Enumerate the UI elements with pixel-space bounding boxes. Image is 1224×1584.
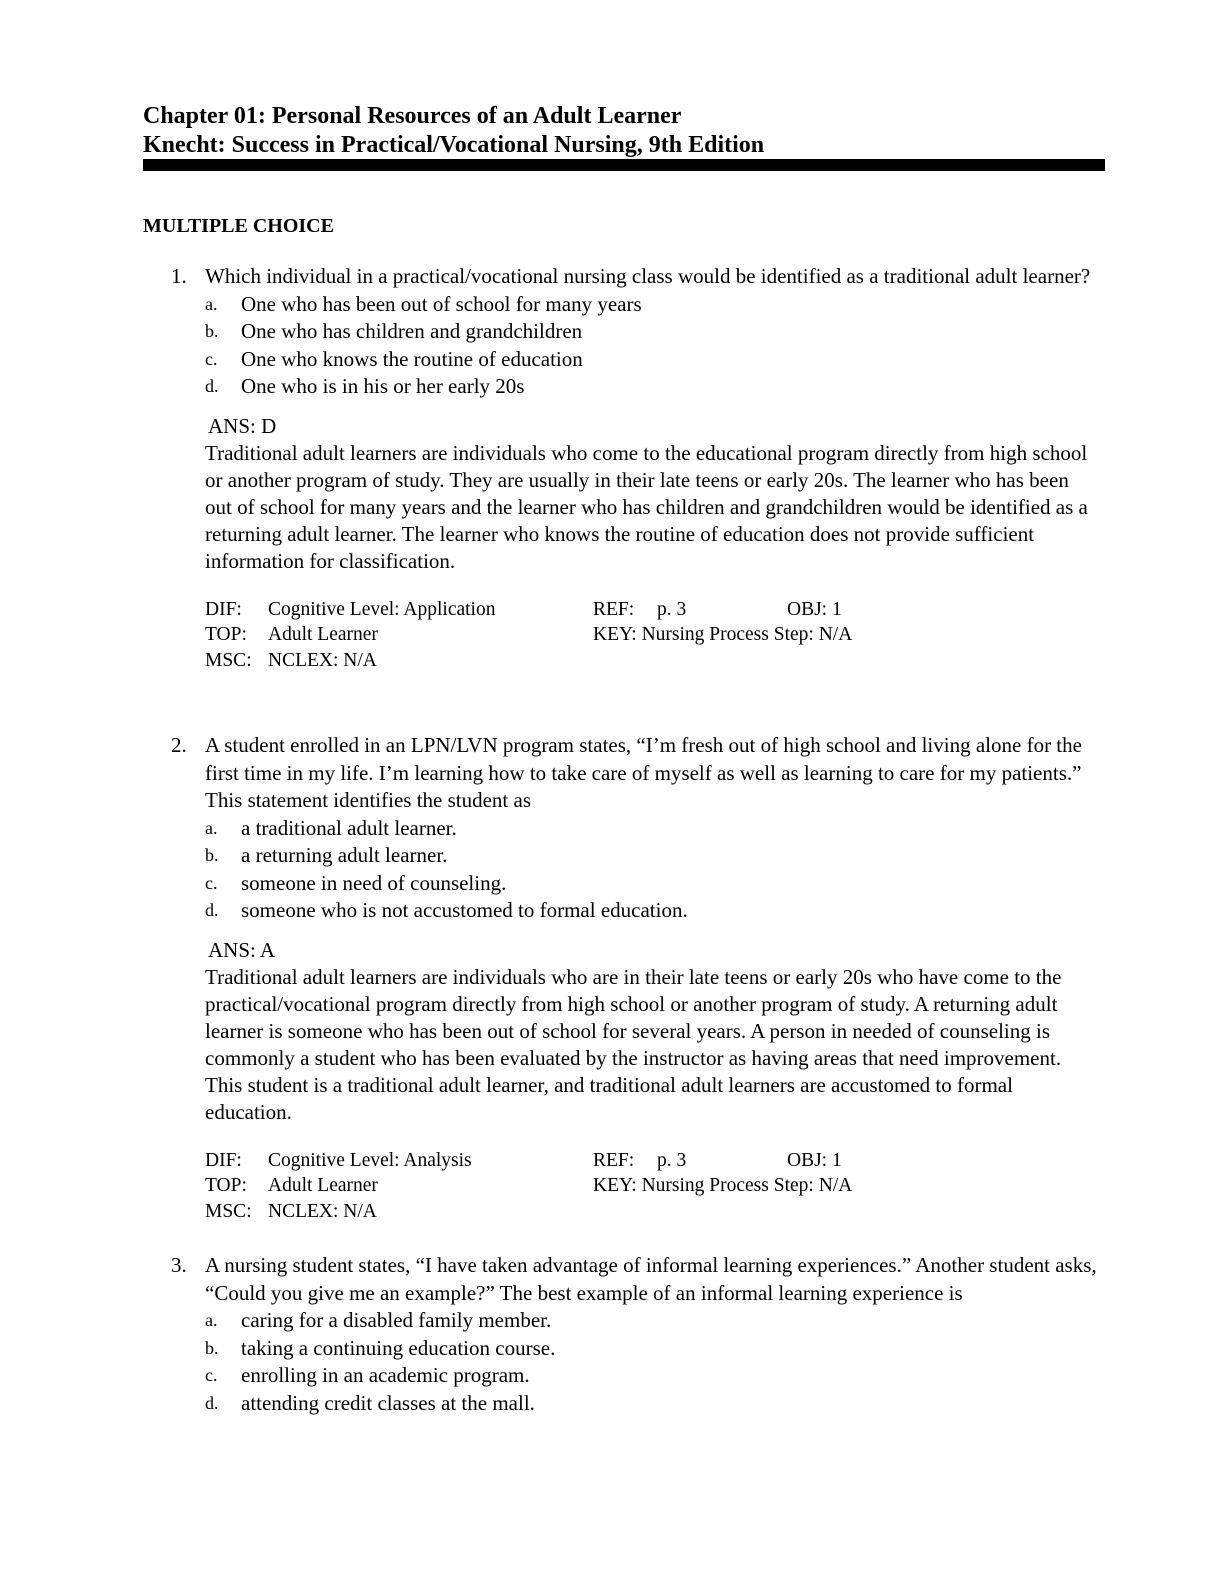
option-text: One who knows the routine of education — [241, 346, 583, 371]
option-a — [205, 291, 1103, 319]
question-1 — [163, 263, 1103, 675]
question-metadata — [205, 1148, 1103, 1226]
option-text: a returning adult learner. — [241, 843, 448, 867]
question-3 — [163, 1252, 1103, 1417]
option-text: taking a continuing education course. — [241, 1335, 556, 1360]
ref-label: REF: — [593, 598, 635, 620]
option-text: someone in need of counseling. — [241, 870, 507, 895]
rationale: Traditional adult learners are individuals who are in their late teens or early 20s who have come to the practical/vocational program directly from high school or another program of study. A returning adult learner is someone who has been out of school for several years. A person in needed of counseling is commonly a student who has been evaluated by the instructor as having areas that need improvement. This student is a traditional adult learner, and traditional adult learners are accustomed to formal education. — [205, 964, 1062, 1124]
dif-value: Cognitive Level: Application — [268, 598, 496, 620]
ref-value: p. 3 — [657, 598, 687, 620]
top-label: TOP: — [205, 624, 247, 645]
option-a — [205, 1307, 1103, 1335]
ref-label: REF: — [593, 1149, 635, 1171]
question-stem: A student enrolled in an LPN/LVN program states, “I’m fresh out of high school and living alone for the first time in my life. I’m learning how to take care of myself as well as learning to care for my patients.” This statement identifies the student as — [205, 733, 1082, 812]
dif-label: DIF: — [205, 1149, 242, 1171]
option-letter: a. — [205, 1310, 218, 1330]
option-letter: a. — [205, 293, 218, 314]
option-text: One who has children and grandchildren — [241, 319, 583, 343]
option-letter: d. — [205, 900, 219, 920]
question-number: 2. — [171, 733, 187, 757]
option-letter: b. — [205, 1337, 219, 1358]
options-list — [205, 1307, 1103, 1417]
question-number: 1. — [171, 264, 187, 288]
options-list — [205, 291, 1103, 401]
key-value: KEY: Nursing Process Step: N/A — [593, 1175, 853, 1196]
option-b — [205, 318, 1103, 346]
top-label: TOP: — [205, 1175, 247, 1196]
ref-value: p. 3 — [657, 1149, 687, 1171]
option-letter: c. — [205, 872, 218, 893]
dif-label: DIF: — [205, 598, 242, 620]
question-number: 3. — [171, 1253, 187, 1277]
question-metadata — [205, 597, 1103, 675]
option-text: a traditional adult learner. — [241, 815, 457, 840]
question-stem: A nursing student states, “I have taken advantage of informal learning experiences.” Another student asks, “Could you give me an example?” The best example of an informal learning experience is — [205, 1253, 1097, 1305]
option-letter: b. — [205, 845, 219, 865]
option-b — [205, 1335, 1103, 1363]
option-text: attending credit classes at the mall. — [241, 1390, 535, 1415]
option-text: caring for a disabled family member. — [241, 1308, 552, 1332]
option-letter: d. — [205, 1392, 219, 1413]
msc-value: NCLEX: N/A — [268, 1200, 377, 1222]
option-letter: c. — [205, 1365, 218, 1385]
option-d — [205, 373, 1103, 401]
obj-value: OBJ: 1 — [787, 1149, 842, 1171]
option-letter: c. — [205, 348, 218, 369]
header-divider — [143, 159, 1105, 171]
msc-label: MSC: — [205, 1200, 252, 1222]
option-text: One who has been out of school for many years — [241, 291, 642, 316]
option-text: someone who is not accustomed to formal education. — [241, 898, 688, 922]
option-a — [205, 815, 1103, 843]
option-text: One who is in his or her early 20s — [241, 374, 525, 398]
dif-value: Cognitive Level: Analysis — [268, 1149, 472, 1171]
msc-label: MSC: — [205, 649, 252, 671]
option-letter: a. — [205, 817, 218, 838]
option-c — [205, 1362, 1103, 1390]
top-value: Adult Learner — [268, 624, 378, 645]
option-d — [205, 897, 1103, 925]
option-letter: b. — [205, 321, 219, 341]
section-title: MULTIPLE CHOICE — [143, 215, 334, 237]
chapter-title: Chapter 01: Personal Resources of an Adult Learner — [143, 103, 682, 129]
obj-value: OBJ: 1 — [787, 598, 842, 620]
option-text: enrolling in an academic program. — [241, 1363, 530, 1387]
option-c — [205, 870, 1103, 898]
answer-key: ANS: D — [208, 413, 277, 438]
answer-key: ANS: A — [208, 937, 276, 962]
option-d — [205, 1390, 1103, 1418]
option-letter: d. — [205, 376, 219, 396]
options-list — [205, 815, 1103, 925]
book-title: Knecht: Success in Practical/Vocational Nursing, 9th Edition — [143, 132, 765, 158]
top-value: Adult Learner — [268, 1175, 378, 1196]
option-b — [205, 842, 1103, 870]
key-value: KEY: Nursing Process Step: N/A — [593, 624, 853, 645]
option-c — [205, 346, 1103, 374]
question-stem: Which individual in a practical/vocational nursing class would be identified as a traditional adult learner? — [205, 264, 1091, 288]
msc-value: NCLEX: N/A — [268, 649, 377, 671]
question-2 — [163, 732, 1103, 1226]
rationale: Traditional adult learners are individuals who come to the educational program directly from high school or another program of study. They are usually in their late teens or early 20s. The learner who has been out of school for many years and the learner who has children and grandchildren would be identified as a returning adult learner. The learner who knows the routine of education does not provide sufficient information for classification. — [205, 440, 1088, 573]
